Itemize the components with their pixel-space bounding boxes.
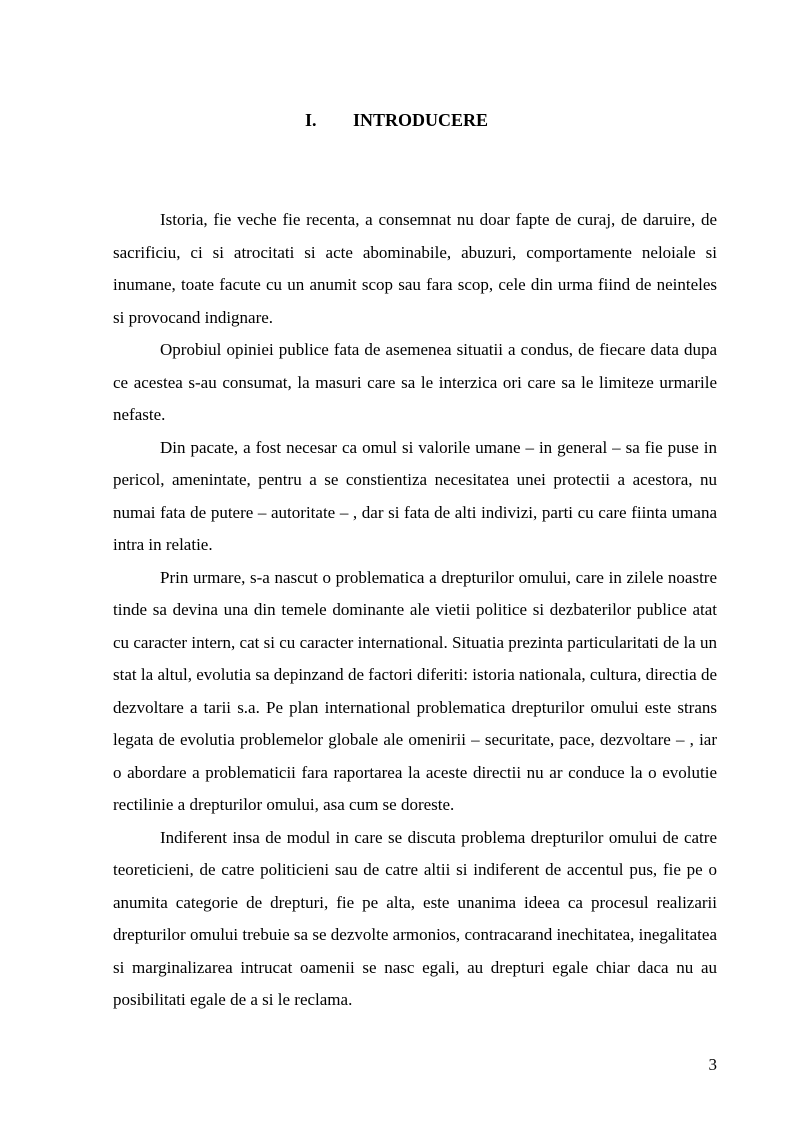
paragraph-1: Istoria, fie veche fie recenta, a consemnat nu doar fapte de curaj, de daruire, de sacrificiu, ci si atrocitati si acte abominabile, abuzuri, comportamente neloiale si inumane, toate facute cu un anumit scop sau fara scop, cele din urma fiind de neinteles si provocand indignare. <box>113 210 717 327</box>
body-text <box>113 204 717 1017</box>
paragraph-4: Prin urmare, s-a nascut o problematica a drepturilor omului, care in zilele noastre tinde sa devina una din temele dominante ale vietii politice si dezbaterilor publice atat cu caracter intern, cat si cu caracter international. Situatia prezinta particularitati de la un stat la altul, evolutia sa depinzand de factori diferiti: istoria nationala, cultura, directia de dezvoltare a tarii s.a. Pe plan international problematica drepturilor omului este strans legata de evolutia problemelor globale ale omenirii – securitate, pace, dezvoltare – , iar o abordare a problematicii fara raportarea la aceste directii nu ar conduce la o evolutie rectilinie a drepturilor omului, asa cum se doreste. <box>113 567 717 814</box>
chapter-heading <box>0 109 793 131</box>
paragraph-2: Oprobiul opiniei publice fata de asemenea situatii a condus, de fiecare data dupa ce acestea s-au consumat, la masuri care sa le interzica ori care sa le limiteze urmarile nefaste. <box>113 340 717 424</box>
chapter-number: I. <box>304 110 317 130</box>
paragraph-3: Din pacate, a fost necesar ca omul si valorile umane – in general – sa fie puse in pericol, amenintate, pentru a se constientiza necesitatea unei protectii a acestora, nu numai fata de putere – autoritate – , dar si fata de alti indivizi, parti cu care fiinta umana intra in relatie. <box>113 437 717 554</box>
paragraph-5: Indiferent insa de modul in care se discuta problema drepturilor omului de catre teoreticieni, de catre politicieni sau de catre altii si indiferent de accentul pus, fie pe o anumita categorie de drepturi, fie pe alta, este unanima ideea ca procesul realizarii drepturilor omului trebuie sa se dezvolte armonios, contracarand inechitatea, inegalitatea si marginalizarea intrucat oamenii se nasc egali, au drepturi egale chiar daca nu au posibilitati egale de a si le reclama. <box>113 827 717 1009</box>
chapter-title: INTRODUCERE <box>352 110 489 130</box>
page-number: 3 <box>708 1055 717 1074</box>
